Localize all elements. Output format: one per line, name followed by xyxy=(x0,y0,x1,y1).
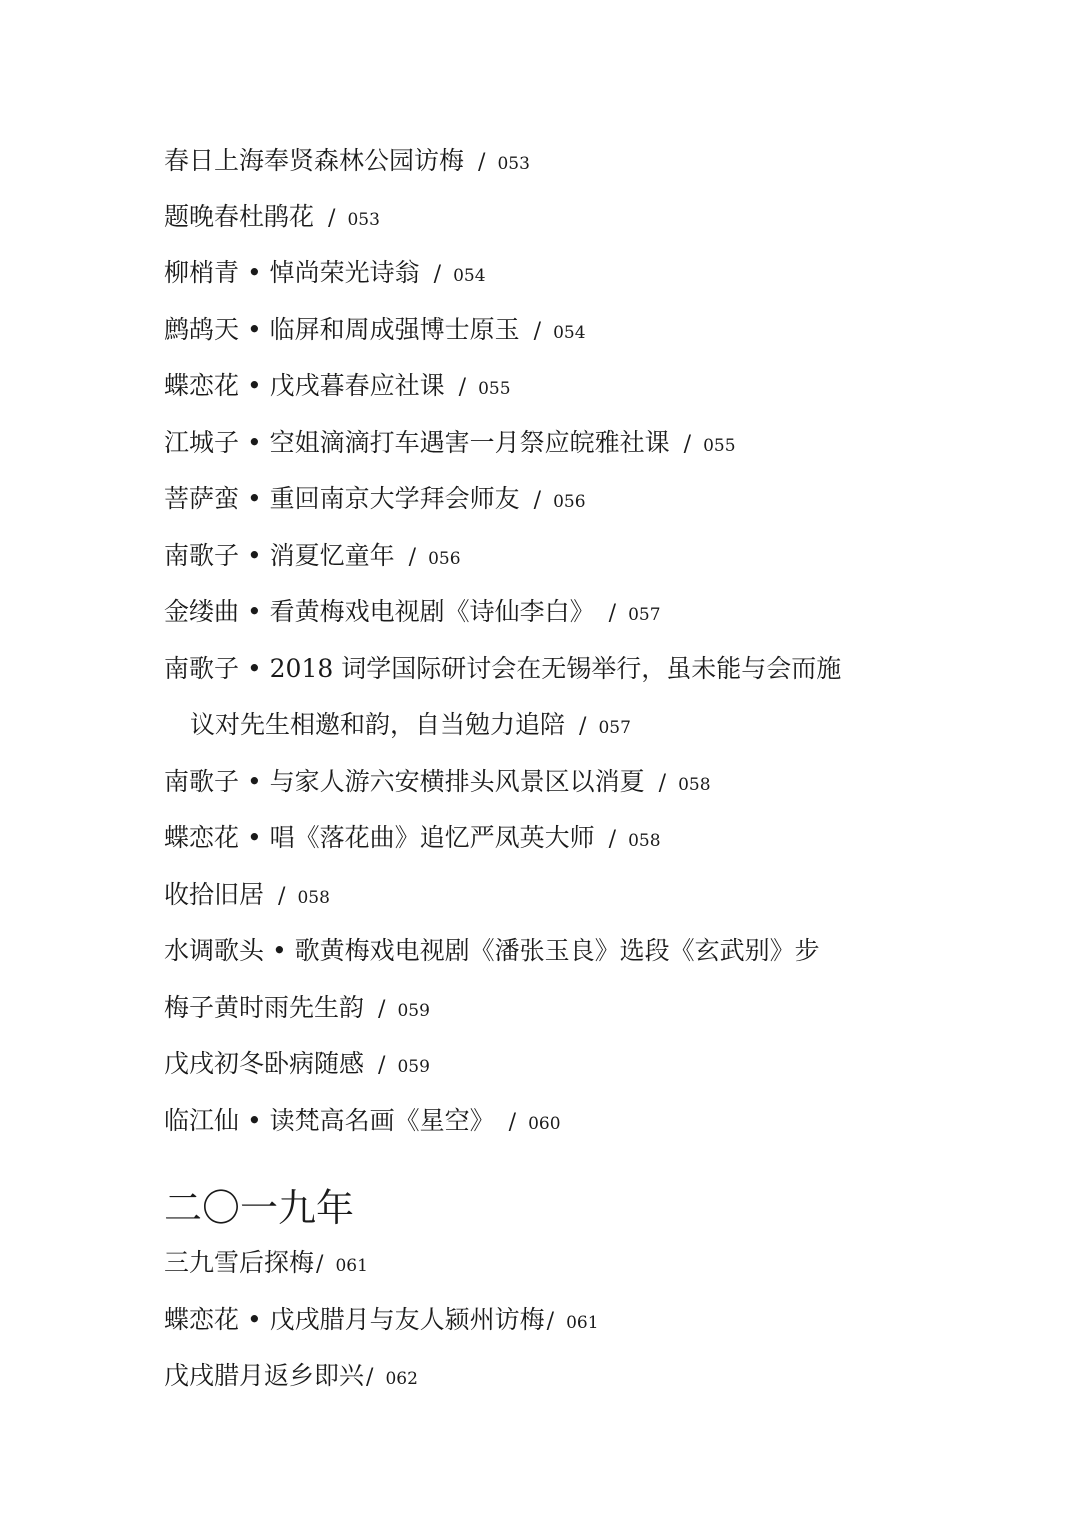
entry-title: 金缕曲 • 看黄梅戏电视剧《诗仙李白》 xyxy=(164,597,595,626)
entry-page: 055 xyxy=(478,379,511,399)
entry-page: 054 xyxy=(453,266,486,286)
toc-entry xyxy=(164,479,586,519)
entry-title: 水调歌头 • 歌黄梅戏电视剧《潘张玉良》选段《玄武别》步 xyxy=(164,936,820,965)
entry-page: 057 xyxy=(628,605,661,625)
entry-title: 蝶恋花 • 唱《落花曲》追忆严凤英大师 xyxy=(164,823,595,852)
entry-separator: / xyxy=(508,1110,517,1135)
entry-page: 058 xyxy=(628,831,661,851)
entry-title: 菩萨蛮 • 重回南京大学拜会师友 xyxy=(164,484,520,513)
toc-entry xyxy=(164,1300,599,1340)
toc-entry xyxy=(164,253,486,293)
toc-entry xyxy=(164,141,530,181)
toc-entry xyxy=(164,197,380,237)
toc-entry xyxy=(164,1101,561,1141)
toc-entry xyxy=(164,366,511,406)
entry-separator: / xyxy=(478,150,486,175)
toc-entry xyxy=(164,875,330,915)
entry-page: 059 xyxy=(397,1001,430,1021)
entry-separator: / xyxy=(433,262,442,287)
toc-entry xyxy=(164,310,586,350)
entry-page: 056 xyxy=(428,549,461,569)
entry-separator: / xyxy=(278,884,286,909)
entry-title: 戊戌初冬卧病随感 xyxy=(164,1049,365,1078)
entry-separator: / xyxy=(683,432,692,457)
toc-entry xyxy=(164,423,736,463)
entry-separator: / xyxy=(408,545,417,570)
entry-title: 南歌子 • 2018 词学国际研讨会在无锡举行，虽未能与会而施 xyxy=(164,654,842,683)
entry-separator: / xyxy=(579,714,587,739)
entry-page: 062 xyxy=(385,1369,418,1389)
entry-title: 蝶恋花 • 戊戌腊月与友人颍州访梅 xyxy=(164,1305,545,1334)
entry-page: 057 xyxy=(598,718,631,738)
toc-entry xyxy=(164,649,841,689)
entry-title: 柳梢青 • 悼尚荣光诗翁 xyxy=(164,258,420,287)
entry-separator: / xyxy=(608,827,617,852)
entry-page: 061 xyxy=(566,1313,599,1333)
entry-separator: / xyxy=(378,1053,386,1078)
toc-entry xyxy=(164,931,820,971)
entry-page: 058 xyxy=(297,888,330,908)
toc-entry xyxy=(164,1243,368,1283)
entry-title: 戊戌腊月返乡即兴 xyxy=(164,1361,365,1390)
entry-title: 鹧鸪天 • 临屏和周成强博士原玉 xyxy=(164,315,520,344)
entry-separator: / xyxy=(328,206,336,231)
entry-page: 054 xyxy=(553,323,586,343)
entry-page: 055 xyxy=(703,436,736,456)
entry-title: 题晚春杜鹃花 xyxy=(164,202,315,231)
entry-title: 梅子黄时雨先生韵 xyxy=(164,993,365,1022)
entry-page: 053 xyxy=(497,154,530,174)
year-heading: 二〇一九年 xyxy=(164,1186,355,1230)
toc-entry xyxy=(164,536,461,576)
entry-title: 南歌子 • 与家人游六安横排头风景区以消夏 xyxy=(164,767,645,796)
entry-title: 三九雪后探梅 xyxy=(164,1248,315,1277)
entry-title: 议对先生相邀和韵，自当勉力追陪 xyxy=(190,710,566,739)
toc-entry xyxy=(164,762,711,802)
toc-entry-continuation xyxy=(190,705,631,745)
entry-page: 059 xyxy=(397,1057,430,1077)
entry-separator: / xyxy=(546,1309,555,1334)
entry-separator: / xyxy=(378,997,386,1022)
entry-separator: / xyxy=(658,771,667,796)
entry-page: 058 xyxy=(678,775,711,795)
entry-separator: / xyxy=(533,488,542,513)
toc-entry xyxy=(164,1356,418,1396)
entry-separator: / xyxy=(608,601,617,626)
entry-title: 收拾旧居 xyxy=(164,880,265,909)
entry-page: 060 xyxy=(528,1114,561,1134)
entry-title: 蝶恋花 • 戊戌暮春应社课 xyxy=(164,371,445,400)
entry-title: 江城子 • 空姐滴滴打车遇害一月祭应皖雅社课 xyxy=(164,428,670,457)
entry-separator: / xyxy=(533,319,542,344)
entry-page: 056 xyxy=(553,492,586,512)
toc-entry xyxy=(164,592,661,632)
entry-title: 临江仙 • 读梵高名画《星空》 xyxy=(164,1106,495,1135)
entry-page: 053 xyxy=(347,210,380,230)
entry-separator: / xyxy=(458,375,467,400)
toc-entry-continuation xyxy=(164,988,430,1028)
toc-entry xyxy=(164,1044,430,1084)
toc-entry xyxy=(164,818,661,858)
entry-separator: / xyxy=(316,1252,324,1277)
entry-title: 春日上海奉贤森林公园访梅 xyxy=(164,146,465,175)
entry-page: 061 xyxy=(335,1256,368,1276)
entry-title: 南歌子 • 消夏忆童年 xyxy=(164,541,395,570)
entry-separator: / xyxy=(366,1365,374,1390)
